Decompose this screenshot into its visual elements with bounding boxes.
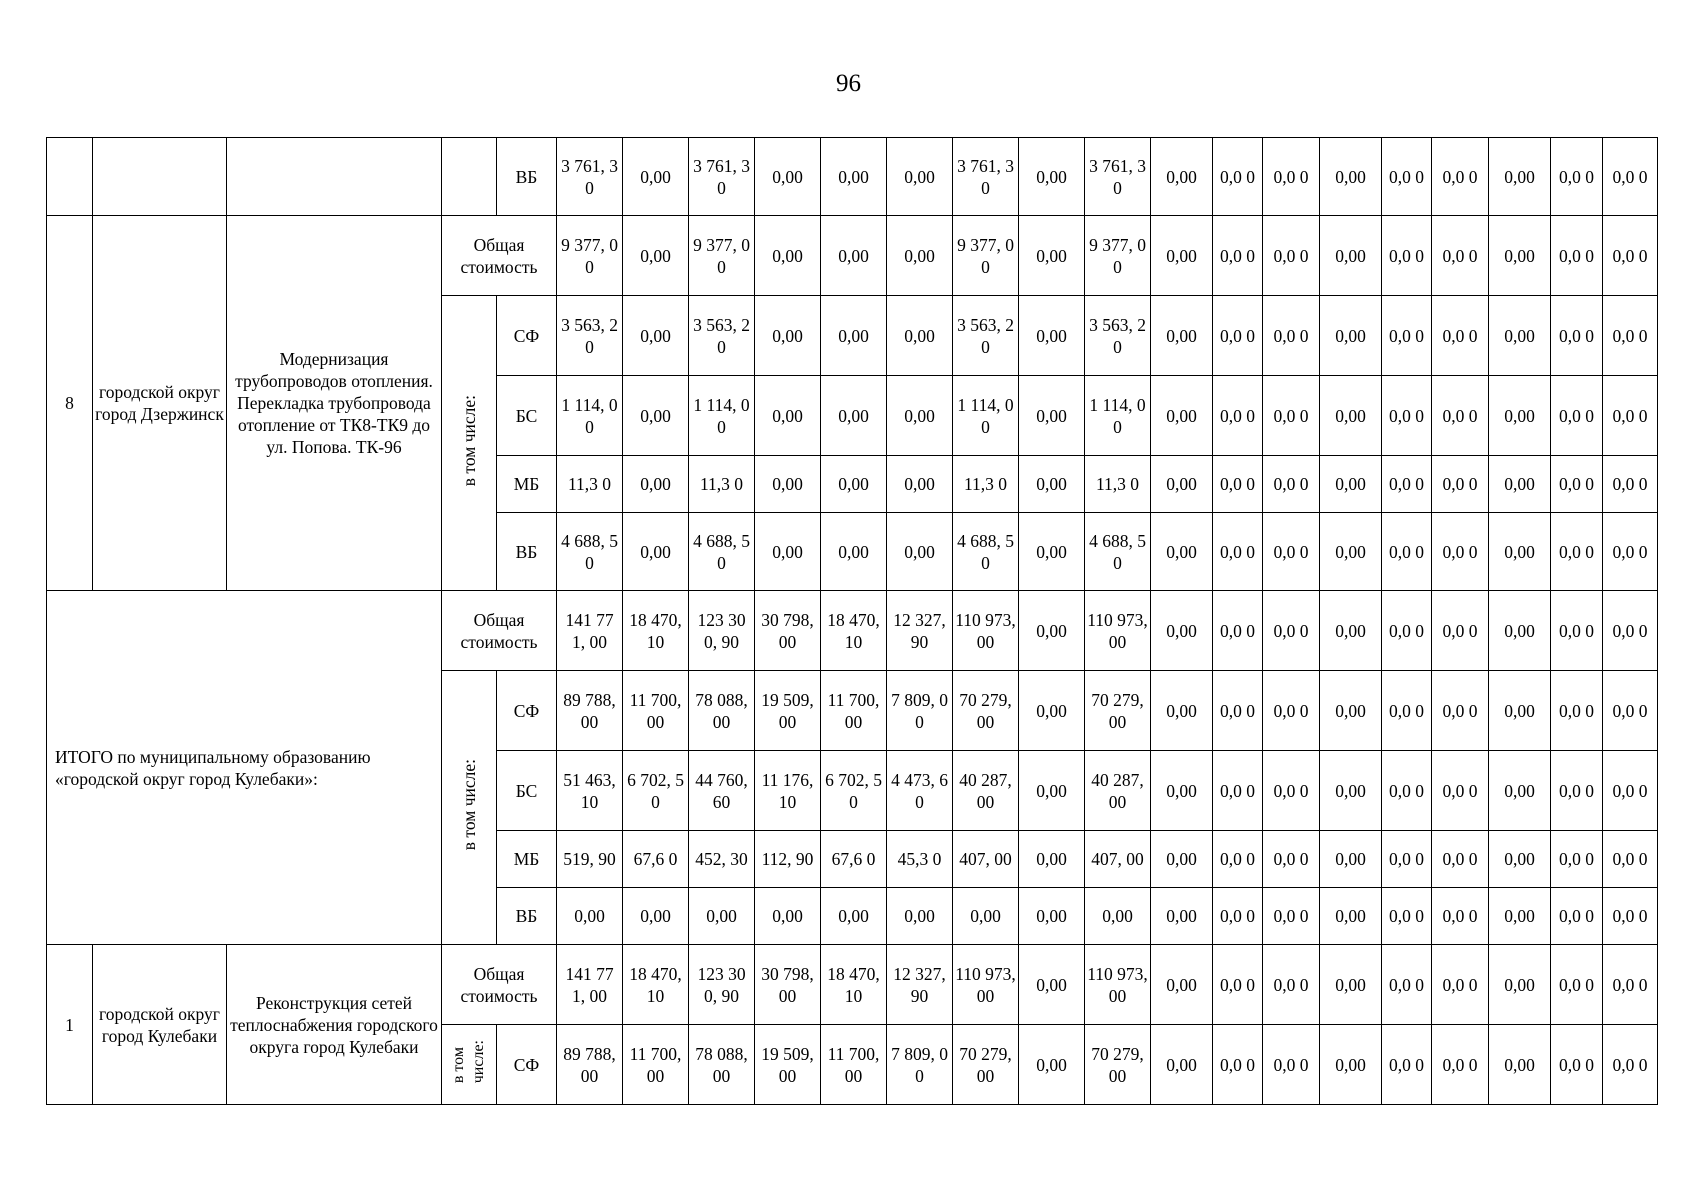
value-cell: 0,0 0 <box>1263 296 1320 376</box>
value-cell: 0,00 <box>887 296 953 376</box>
value-cell: 3 761, 30 <box>953 138 1019 216</box>
value-cell: 0,0 0 <box>1603 831 1658 888</box>
value-cell: 0,00 <box>1320 888 1382 945</box>
value-cell: 0,0 0 <box>1382 751 1432 831</box>
value-cell: 11 700, 00 <box>623 1025 689 1105</box>
value-cell: 0,0 0 <box>1603 216 1658 296</box>
sub-label-text: числе: <box>470 1040 487 1084</box>
funding-type-cell: БС <box>497 376 557 456</box>
table-row <box>47 591 1658 671</box>
funding-type-cell: МБ <box>497 831 557 888</box>
value-cell: 0,00 <box>623 296 689 376</box>
value-cell: 0,0 0 <box>1213 831 1263 888</box>
value-cell: 89 788, 00 <box>557 1025 623 1105</box>
value-cell: 0,0 0 <box>1551 513 1603 591</box>
value-cell: 0,00 <box>1019 216 1085 296</box>
value-cell: 67,6 0 <box>623 831 689 888</box>
value-cell: 123 300, 90 <box>689 945 755 1025</box>
value-cell: 0,0 0 <box>1603 945 1658 1025</box>
value-cell: 4 473, 60 <box>887 751 953 831</box>
value-cell: 0,0 0 <box>1382 513 1432 591</box>
value-cell: 0,00 <box>1489 138 1551 216</box>
value-cell: 0,0 0 <box>1432 945 1489 1025</box>
value-cell: 0,0 0 <box>1213 138 1263 216</box>
value-cell: 0,00 <box>755 888 821 945</box>
value-cell: 0,0 0 <box>1213 1025 1263 1105</box>
value-cell: 0,0 0 <box>1432 751 1489 831</box>
value-cell: 0,00 <box>1489 751 1551 831</box>
type-total-cost: Общая стоимость <box>442 591 557 671</box>
value-cell: 519, 90 <box>557 831 623 888</box>
value-cell: 0,0 0 <box>1603 376 1658 456</box>
value-cell: 11 700, 00 <box>821 1025 887 1105</box>
type-total-cost: Общая стоимость <box>442 945 557 1025</box>
value-cell: 9 377, 00 <box>689 216 755 296</box>
value-cell: 1 114, 00 <box>689 376 755 456</box>
sub-label-cell <box>442 671 497 945</box>
value-cell: 0,0 0 <box>1263 376 1320 456</box>
value-cell: 0,00 <box>1151 376 1213 456</box>
value-cell: 1 114, 00 <box>557 376 623 456</box>
value-cell: 0,0 0 <box>1603 513 1658 591</box>
value-cell: 0,0 0 <box>1263 138 1320 216</box>
value-cell: 0,0 0 <box>1263 591 1320 671</box>
value-cell: 0,0 0 <box>1603 296 1658 376</box>
value-cell: 11,3 0 <box>557 456 623 513</box>
value-cell: 0,00 <box>1019 296 1085 376</box>
value-cell: 0,00 <box>557 888 623 945</box>
page-number: 96 <box>836 70 861 97</box>
value-cell: 0,00 <box>821 216 887 296</box>
value-cell: 19 509, 00 <box>755 671 821 751</box>
value-cell: 4 688, 50 <box>557 513 623 591</box>
value-cell: 0,0 0 <box>1213 888 1263 945</box>
value-cell: 0,0 0 <box>1603 138 1658 216</box>
value-cell: 3 563, 20 <box>953 296 1019 376</box>
value-cell: 123 300, 90 <box>689 591 755 671</box>
value-cell: 110 973, 00 <box>1085 945 1151 1025</box>
total-label: ИТОГО по муниципальному образованию «городской округ город Кулебаки»: <box>47 591 442 945</box>
municipality-cell: городской округ город Дзержинск <box>93 216 227 591</box>
value-cell: 18 470, 10 <box>821 945 887 1025</box>
value-cell: 0,0 0 <box>1603 671 1658 751</box>
value-cell: 0,0 0 <box>1263 831 1320 888</box>
sub-label-cell <box>442 296 497 591</box>
value-cell: 0,00 <box>887 376 953 456</box>
value-cell: 0,0 0 <box>1603 456 1658 513</box>
value-cell: 6 702, 50 <box>623 751 689 831</box>
value-cell: 89 788, 00 <box>557 671 623 751</box>
value-cell: 0,0 0 <box>1382 1025 1432 1105</box>
value-cell: 0,00 <box>821 513 887 591</box>
value-cell: 0,0 0 <box>1432 1025 1489 1105</box>
funding-type-cell: СФ <box>497 296 557 376</box>
value-cell: 0,0 0 <box>1551 888 1603 945</box>
value-cell: 0,00 <box>1019 888 1085 945</box>
value-cell: 11 176, 10 <box>755 751 821 831</box>
value-cell: 0,0 0 <box>1263 671 1320 751</box>
value-cell: 0,0 0 <box>1213 376 1263 456</box>
value-cell: 70 279, 00 <box>1085 671 1151 751</box>
value-cell: 0,0 0 <box>1382 216 1432 296</box>
value-cell: 3 761, 30 <box>689 138 755 216</box>
value-cell: 110 973, 00 <box>1085 591 1151 671</box>
value-cell: 0,0 0 <box>1382 296 1432 376</box>
value-cell: 0,0 0 <box>1382 888 1432 945</box>
value-cell: 0,00 <box>1320 751 1382 831</box>
value-cell: 0,0 0 <box>1603 591 1658 671</box>
value-cell: 0,0 0 <box>1263 751 1320 831</box>
value-cell: 0,00 <box>623 456 689 513</box>
value-cell: 0,00 <box>821 456 887 513</box>
table-row <box>47 945 1658 1025</box>
value-cell: 0,00 <box>1019 456 1085 513</box>
value-cell: 110 973, 00 <box>953 591 1019 671</box>
value-cell: 0,0 0 <box>1432 456 1489 513</box>
value-cell: 0,0 0 <box>1263 1025 1320 1105</box>
value-cell: 0,0 0 <box>1382 376 1432 456</box>
value-cell: 1 114, 00 <box>1085 376 1151 456</box>
value-cell: 0,00 <box>887 888 953 945</box>
value-cell: 0,00 <box>1320 138 1382 216</box>
value-cell: 0,00 <box>821 888 887 945</box>
value-cell: 0,00 <box>1320 456 1382 513</box>
value-cell: 0,00 <box>1489 296 1551 376</box>
value-cell: 0,00 <box>1489 1025 1551 1105</box>
value-cell: 0,00 <box>1019 513 1085 591</box>
value-cell: 0,0 0 <box>1382 671 1432 751</box>
value-cell: 0,00 <box>1320 376 1382 456</box>
value-cell: 0,0 0 <box>1432 591 1489 671</box>
value-cell: 44 760, 60 <box>689 751 755 831</box>
project-cell: Модернизация трубопроводов отопления. Перекладка трубопровода отопление от ТК8-ТК9 до ул. Попова. ТК-96 <box>227 216 442 591</box>
value-cell: 11,3 0 <box>953 456 1019 513</box>
value-cell: 0,00 <box>1320 671 1382 751</box>
sub-label-cell <box>442 1025 497 1105</box>
value-cell: 407, 00 <box>1085 831 1151 888</box>
value-cell: 0,00 <box>1489 513 1551 591</box>
value-cell: 0,00 <box>623 376 689 456</box>
value-cell: 0,00 <box>689 888 755 945</box>
value-cell: 0,0 0 <box>1551 945 1603 1025</box>
value-cell: 0,0 0 <box>1263 888 1320 945</box>
value-cell: 0,00 <box>1019 376 1085 456</box>
value-cell: 0,0 0 <box>1263 945 1320 1025</box>
value-cell: 0,00 <box>1489 591 1551 671</box>
funding-table <box>46 137 1658 1105</box>
value-cell: 11,3 0 <box>689 456 755 513</box>
value-cell: 0,0 0 <box>1551 751 1603 831</box>
value-cell: 7 809, 00 <box>887 1025 953 1105</box>
funding-type-cell: БС <box>497 751 557 831</box>
value-cell: 0,0 0 <box>1551 296 1603 376</box>
value-cell: 18 470, 10 <box>623 945 689 1025</box>
value-cell: 0,00 <box>1151 888 1213 945</box>
value-cell: 0,0 0 <box>1432 138 1489 216</box>
value-cell: 40 287, 00 <box>953 751 1019 831</box>
value-cell: 110 973, 00 <box>953 945 1019 1025</box>
value-cell: 0,00 <box>1019 671 1085 751</box>
value-cell: 0,00 <box>1151 216 1213 296</box>
value-cell: 0,0 0 <box>1432 296 1489 376</box>
value-cell: 112, 90 <box>755 831 821 888</box>
funding-type-cell: СФ <box>497 1025 557 1105</box>
value-cell: 0,00 <box>623 888 689 945</box>
value-cell: 9 377, 00 <box>953 216 1019 296</box>
value-cell: 0,00 <box>1151 831 1213 888</box>
value-cell: 0,00 <box>1151 591 1213 671</box>
value-cell: 0,0 0 <box>1382 456 1432 513</box>
value-cell: 4 688, 50 <box>1085 513 1151 591</box>
value-cell: 0,0 0 <box>1551 831 1603 888</box>
value-cell: 407, 00 <box>953 831 1019 888</box>
value-cell: 3 563, 20 <box>689 296 755 376</box>
value-cell: 0,00 <box>821 376 887 456</box>
value-cell: 0,0 0 <box>1213 591 1263 671</box>
value-cell: 0,00 <box>755 138 821 216</box>
value-cell: 0,0 0 <box>1432 376 1489 456</box>
value-cell: 0,0 0 <box>1382 831 1432 888</box>
value-cell: 0,00 <box>821 296 887 376</box>
value-cell: 0,00 <box>1489 888 1551 945</box>
value-cell: 0,00 <box>755 513 821 591</box>
row-number <box>47 138 93 216</box>
value-cell: 0,00 <box>1019 945 1085 1025</box>
value-cell: 452, 30 <box>689 831 755 888</box>
value-cell: 0,00 <box>1151 138 1213 216</box>
sub-label-text: в том числе: <box>459 759 479 851</box>
type-total-cost: Общая стоимость <box>442 216 557 296</box>
value-cell: 0,00 <box>1320 216 1382 296</box>
value-cell: 11 700, 00 <box>821 671 887 751</box>
value-cell: 51 463, 10 <box>557 751 623 831</box>
value-cell: 0,00 <box>1320 296 1382 376</box>
table-row <box>47 138 1658 216</box>
value-cell: 70 279, 00 <box>1085 1025 1151 1105</box>
value-cell: 0,00 <box>1320 945 1382 1025</box>
value-cell: 0,0 0 <box>1213 945 1263 1025</box>
funding-type-cell: МБ <box>497 456 557 513</box>
value-cell: 0,0 0 <box>1263 456 1320 513</box>
value-cell: 0,0 0 <box>1603 888 1658 945</box>
value-cell: 3 563, 20 <box>557 296 623 376</box>
value-cell: 0,00 <box>1489 376 1551 456</box>
value-cell: 0,00 <box>1320 1025 1382 1105</box>
value-cell: 0,00 <box>1320 831 1382 888</box>
value-cell: 0,00 <box>1151 513 1213 591</box>
value-cell: 0,0 0 <box>1432 831 1489 888</box>
value-cell: 7 809, 00 <box>887 671 953 751</box>
value-cell: 3 563, 20 <box>1085 296 1151 376</box>
value-cell: 0,00 <box>1019 138 1085 216</box>
value-cell: 0,00 <box>1151 456 1213 513</box>
sub-label-cell <box>442 138 497 216</box>
value-cell: 0,00 <box>623 216 689 296</box>
value-cell: 19 509, 00 <box>755 1025 821 1105</box>
value-cell: 0,0 0 <box>1432 216 1489 296</box>
value-cell: 11 700, 00 <box>623 671 689 751</box>
value-cell: 0,00 <box>1151 945 1213 1025</box>
value-cell: 0,00 <box>1489 671 1551 751</box>
value-cell: 0,00 <box>1151 671 1213 751</box>
value-cell: 0,0 0 <box>1432 513 1489 591</box>
value-cell: 0,00 <box>887 456 953 513</box>
value-cell: 12 327, 90 <box>887 945 953 1025</box>
value-cell: 3 761, 30 <box>557 138 623 216</box>
value-cell: 4 688, 50 <box>953 513 1019 591</box>
project-cell: Реконструкция сетей теплоснабжения городского округа город Кулебаки <box>227 945 442 1105</box>
value-cell: 0,0 0 <box>1551 591 1603 671</box>
value-cell: 141 771, 00 <box>557 945 623 1025</box>
sub-label-text: в том <box>450 1047 467 1084</box>
value-cell: 0,00 <box>1489 945 1551 1025</box>
value-cell: 0,00 <box>1019 591 1085 671</box>
value-cell: 0,00 <box>1019 751 1085 831</box>
value-cell: 0,00 <box>1151 751 1213 831</box>
value-cell: 0,00 <box>623 513 689 591</box>
municipality-cell <box>93 138 227 216</box>
value-cell: 0,0 0 <box>1603 1025 1658 1105</box>
value-cell: 0,0 0 <box>1551 671 1603 751</box>
value-cell: 0,00 <box>1019 1025 1085 1105</box>
value-cell: 0,0 0 <box>1213 456 1263 513</box>
funding-type-cell: СФ <box>497 671 557 751</box>
value-cell: 0,00 <box>1489 831 1551 888</box>
value-cell: 0,0 0 <box>1382 945 1432 1025</box>
value-cell: 78 088, 00 <box>689 671 755 751</box>
row-number: 8 <box>47 216 93 591</box>
value-cell: 70 279, 00 <box>953 671 1019 751</box>
value-cell: 18 470, 10 <box>821 591 887 671</box>
value-cell: 0,00 <box>953 888 1019 945</box>
value-cell: 0,00 <box>1489 456 1551 513</box>
value-cell: 0,0 0 <box>1263 216 1320 296</box>
value-cell: 0,00 <box>887 216 953 296</box>
value-cell: 0,00 <box>821 138 887 216</box>
value-cell: 0,00 <box>755 456 821 513</box>
funding-type-cell: ВБ <box>497 888 557 945</box>
value-cell: 0,0 0 <box>1213 671 1263 751</box>
value-cell: 0,0 0 <box>1551 376 1603 456</box>
value-cell: 0,0 0 <box>1432 671 1489 751</box>
municipality-cell: городской округ город Кулебаки <box>93 945 227 1105</box>
value-cell: 0,00 <box>755 376 821 456</box>
value-cell: 141 771, 00 <box>557 591 623 671</box>
value-cell: 3 761, 30 <box>1085 138 1151 216</box>
value-cell: 67,6 0 <box>821 831 887 888</box>
funding-type-cell: ВБ <box>497 513 557 591</box>
funding-type-cell: ВБ <box>497 138 557 216</box>
sub-label-text: в том числе: <box>459 394 479 487</box>
table-row <box>47 216 1658 296</box>
value-cell: 0,0 0 <box>1213 296 1263 376</box>
value-cell: 0,0 0 <box>1263 513 1320 591</box>
value-cell: 40 287, 00 <box>1085 751 1151 831</box>
value-cell: 0,0 0 <box>1551 138 1603 216</box>
value-cell: 0,0 0 <box>1213 751 1263 831</box>
value-cell: 0,00 <box>1320 513 1382 591</box>
value-cell: 11,3 0 <box>1085 456 1151 513</box>
value-cell: 18 470, 10 <box>623 591 689 671</box>
value-cell: 0,00 <box>1019 831 1085 888</box>
value-cell: 0,00 <box>1320 591 1382 671</box>
value-cell: 1 114, 00 <box>953 376 1019 456</box>
value-cell: 12 327, 90 <box>887 591 953 671</box>
value-cell: 0,00 <box>887 513 953 591</box>
value-cell: 4 688, 50 <box>689 513 755 591</box>
value-cell: 0,0 0 <box>1213 513 1263 591</box>
value-cell: 0,0 0 <box>1432 888 1489 945</box>
value-cell: 0,00 <box>1489 216 1551 296</box>
value-cell: 0,0 0 <box>1382 138 1432 216</box>
value-cell: 0,00 <box>755 216 821 296</box>
value-cell: 0,0 0 <box>1603 751 1658 831</box>
value-cell: 0,0 0 <box>1551 216 1603 296</box>
value-cell: 0,00 <box>1085 888 1151 945</box>
value-cell: 0,00 <box>1151 1025 1213 1105</box>
value-cell: 6 702, 50 <box>821 751 887 831</box>
value-cell: 0,00 <box>623 138 689 216</box>
row-number: 1 <box>47 945 93 1105</box>
value-cell: 0,00 <box>887 138 953 216</box>
value-cell: 30 798, 00 <box>755 591 821 671</box>
value-cell: 78 088, 00 <box>689 1025 755 1105</box>
value-cell: 0,00 <box>755 296 821 376</box>
value-cell: 0,0 0 <box>1551 1025 1603 1105</box>
project-cell <box>227 138 442 216</box>
value-cell: 0,0 0 <box>1551 456 1603 513</box>
value-cell: 0,0 0 <box>1382 591 1432 671</box>
value-cell: 45,3 0 <box>887 831 953 888</box>
value-cell: 0,0 0 <box>1213 216 1263 296</box>
value-cell: 9 377, 00 <box>557 216 623 296</box>
value-cell: 30 798, 00 <box>755 945 821 1025</box>
value-cell: 0,00 <box>1151 296 1213 376</box>
value-cell: 70 279, 00 <box>953 1025 1019 1105</box>
value-cell: 9 377, 00 <box>1085 216 1151 296</box>
